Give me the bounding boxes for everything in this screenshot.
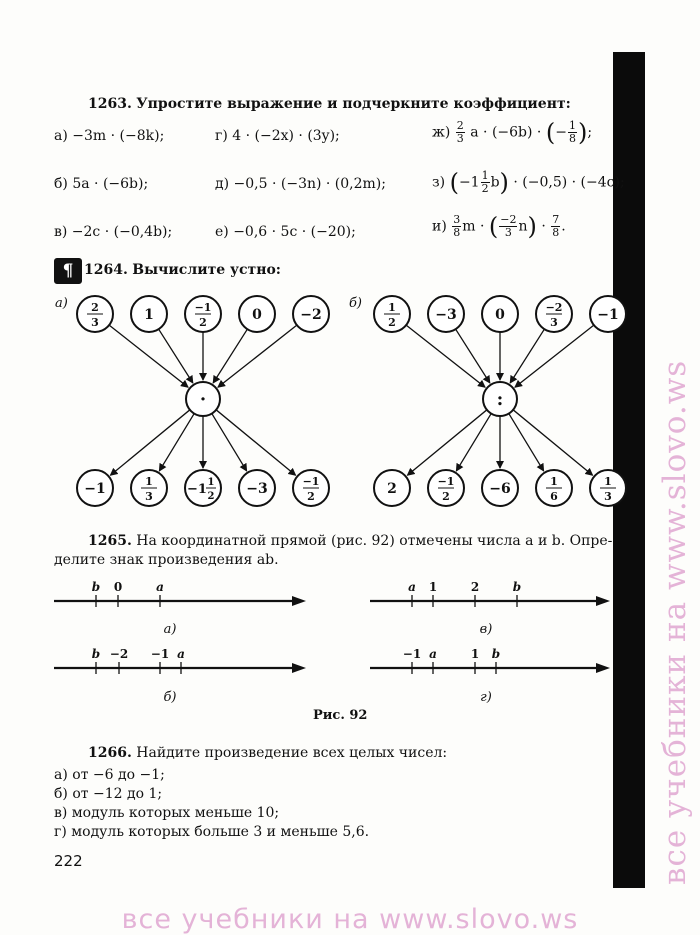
number-line-caption: в) bbox=[479, 622, 493, 637]
exercise-1263-header bbox=[88, 96, 571, 112]
diagram-a bbox=[55, 296, 329, 506]
svg-text:1: 1 bbox=[207, 477, 215, 488]
input-node bbox=[428, 296, 464, 332]
arrow-out bbox=[509, 414, 544, 471]
operation-node bbox=[186, 382, 220, 416]
number-line-caption: б) bbox=[163, 690, 177, 705]
svg-text:1: 1 bbox=[550, 475, 558, 488]
arrow-out bbox=[212, 414, 247, 471]
svg-text:2: 2 bbox=[91, 301, 99, 314]
svg-text:3: 3 bbox=[145, 490, 153, 503]
input-node bbox=[131, 296, 167, 332]
svg-text:1: 1 bbox=[388, 301, 396, 314]
result-node bbox=[239, 470, 275, 506]
svg-text:−3: −3 bbox=[246, 481, 268, 497]
item-1263-zh: ж) $\frac{2}{3}$ a · (−6b) · (− $\frac{1}{8}$ ); bbox=[432, 118, 593, 147]
tick-label: 1 bbox=[428, 580, 438, 594]
svg-text:−2: −2 bbox=[300, 307, 322, 323]
svg-text:2: 2 bbox=[387, 481, 397, 497]
exercise-1266-list bbox=[54, 766, 369, 842]
svg-text:0: 0 bbox=[495, 307, 505, 323]
number-line-caption: а) bbox=[163, 622, 177, 637]
tick-label: a bbox=[429, 647, 437, 661]
number-line-g bbox=[370, 647, 610, 705]
svg-text:2: 2 bbox=[207, 491, 215, 502]
input-node bbox=[293, 296, 329, 332]
watermark-vertical bbox=[651, 130, 699, 890]
diagrams-1264 bbox=[0, 285, 619, 515]
arrow-out bbox=[513, 410, 592, 475]
svg-text:6: 6 bbox=[550, 490, 558, 503]
exercise-1265-line1: 1265. На координатной прямой (рис. 92) отмечены числа a и b. Опре- bbox=[88, 533, 613, 549]
svg-text:−2: −2 bbox=[545, 301, 563, 314]
arrow-out bbox=[407, 410, 486, 475]
result-node bbox=[131, 470, 167, 506]
svg-text:3: 3 bbox=[604, 490, 612, 503]
tick-label: −2 bbox=[109, 647, 129, 661]
item-1263-d: д) −0,5 · (−3n) · (0,2m); bbox=[215, 176, 386, 192]
result-node bbox=[482, 470, 518, 506]
svg-text:1: 1 bbox=[144, 307, 154, 323]
page-number: 222 bbox=[54, 852, 83, 870]
svg-text:1: 1 bbox=[145, 475, 153, 488]
arrow-out bbox=[456, 414, 491, 471]
exercise-text: Упростите выражение и подчеркните коэффициент: bbox=[136, 96, 571, 112]
arrow-in bbox=[456, 329, 490, 383]
item-1263-v: в) −2c · (−0,4b); bbox=[54, 224, 173, 240]
result-node bbox=[293, 470, 329, 506]
input-node bbox=[536, 296, 572, 332]
oral-exercise-icon: ¶ bbox=[54, 258, 82, 284]
diagram-b bbox=[349, 296, 626, 506]
result-node bbox=[185, 470, 221, 506]
tick-label: b bbox=[91, 580, 101, 594]
number-line-b bbox=[54, 647, 306, 705]
watermark-vertical-text: все учебники на www.slovo.ws bbox=[657, 359, 693, 885]
item-1263-z: з) (−1 $\frac{1}{2}$ b) · (−0,5) · (−4c); bbox=[432, 168, 625, 197]
input-node bbox=[185, 296, 221, 332]
exercise-number: 1263. bbox=[88, 96, 132, 112]
diagram-label: а) bbox=[55, 296, 68, 311]
number-line-v bbox=[370, 580, 610, 637]
item-1263-g: г) 4 · (−2x) · (3y); bbox=[215, 128, 340, 144]
exercise-1265-line2: делите знак произведения ab. bbox=[54, 552, 279, 568]
svg-text:−1: −1 bbox=[437, 475, 455, 488]
diagram-label: б) bbox=[349, 296, 363, 311]
arrow-out bbox=[216, 410, 295, 475]
svg-text:−1: −1 bbox=[194, 301, 212, 314]
svg-text:1: 1 bbox=[604, 475, 612, 488]
svg-text:2: 2 bbox=[199, 316, 207, 329]
result-node bbox=[590, 470, 626, 506]
input-node bbox=[590, 296, 626, 332]
list-item: г) модуль которых больше 3 и меньше 5,6. bbox=[54, 824, 370, 840]
tick-label: b bbox=[491, 647, 501, 661]
arrow-in bbox=[510, 329, 544, 383]
svg-text:−3: −3 bbox=[435, 307, 457, 323]
item-1263-e: е) −0,6 · 5c · (−20); bbox=[215, 224, 356, 240]
list-item: а) от −6 до −1; bbox=[54, 767, 165, 783]
arrow-out bbox=[110, 410, 189, 475]
svg-text:3: 3 bbox=[91, 316, 99, 329]
svg-text:2: 2 bbox=[388, 316, 396, 329]
tick-label: −1 bbox=[150, 647, 170, 661]
tick-label: a bbox=[156, 580, 164, 594]
watermark-bottom: все учебники на www.slovo.ws bbox=[121, 904, 579, 935]
result-node bbox=[428, 470, 464, 506]
svg-text:−1: −1 bbox=[187, 482, 207, 497]
tick-label: b bbox=[91, 647, 101, 661]
svg-text:3: 3 bbox=[550, 316, 558, 329]
arrow-in bbox=[159, 329, 193, 383]
item-1263-b: б) 5a · (−6b); bbox=[54, 176, 149, 192]
tick-label: 0 bbox=[113, 580, 123, 594]
number-lines-figure bbox=[0, 575, 614, 725]
number-line-a bbox=[54, 580, 306, 637]
result-node bbox=[77, 470, 113, 506]
tick-label: −1 bbox=[402, 647, 422, 661]
svg-text:2: 2 bbox=[442, 490, 450, 503]
exercise-1264-header: 1264. Вычислите устно: bbox=[84, 262, 281, 278]
svg-text:−1: −1 bbox=[302, 475, 320, 488]
tick-label: 2 bbox=[470, 580, 480, 594]
svg-text:−1: −1 bbox=[84, 481, 106, 497]
input-node bbox=[482, 296, 518, 332]
item-1263-i: и) $\frac{3}{8}$ m · ( $\frac{-2}{3}$ n) · $\frac{7}{8}$ . bbox=[432, 212, 566, 241]
svg-text:·: · bbox=[199, 389, 207, 410]
svg-text:−6: −6 bbox=[489, 481, 511, 497]
exercise-1266-header: 1266. Найдите произведение всех целых чисел: bbox=[88, 745, 448, 761]
svg-text:2: 2 bbox=[307, 490, 315, 503]
operation-node bbox=[483, 382, 517, 416]
arrow-out bbox=[159, 414, 194, 471]
result-node bbox=[374, 470, 410, 506]
list-item: в) модуль которых меньше 10; bbox=[54, 805, 280, 821]
result-node bbox=[536, 470, 572, 506]
item-1263-a: а) −3m · (−8k); bbox=[54, 128, 165, 144]
number-line-caption: г) bbox=[480, 690, 492, 705]
svg-text:−1: −1 bbox=[597, 307, 619, 323]
tick-label: a bbox=[177, 647, 185, 661]
input-node bbox=[77, 296, 113, 332]
figure-caption: Рис. 92 bbox=[313, 708, 368, 723]
list-item: б) от −12 до 1; bbox=[54, 786, 163, 802]
input-node bbox=[374, 296, 410, 332]
input-node bbox=[239, 296, 275, 332]
svg-text::: : bbox=[496, 389, 504, 410]
arrow-in bbox=[213, 329, 247, 383]
tick-label: b bbox=[512, 580, 522, 594]
svg-text:0: 0 bbox=[252, 307, 262, 323]
tick-label: a bbox=[408, 580, 416, 594]
tick-label: 1 bbox=[470, 647, 480, 661]
